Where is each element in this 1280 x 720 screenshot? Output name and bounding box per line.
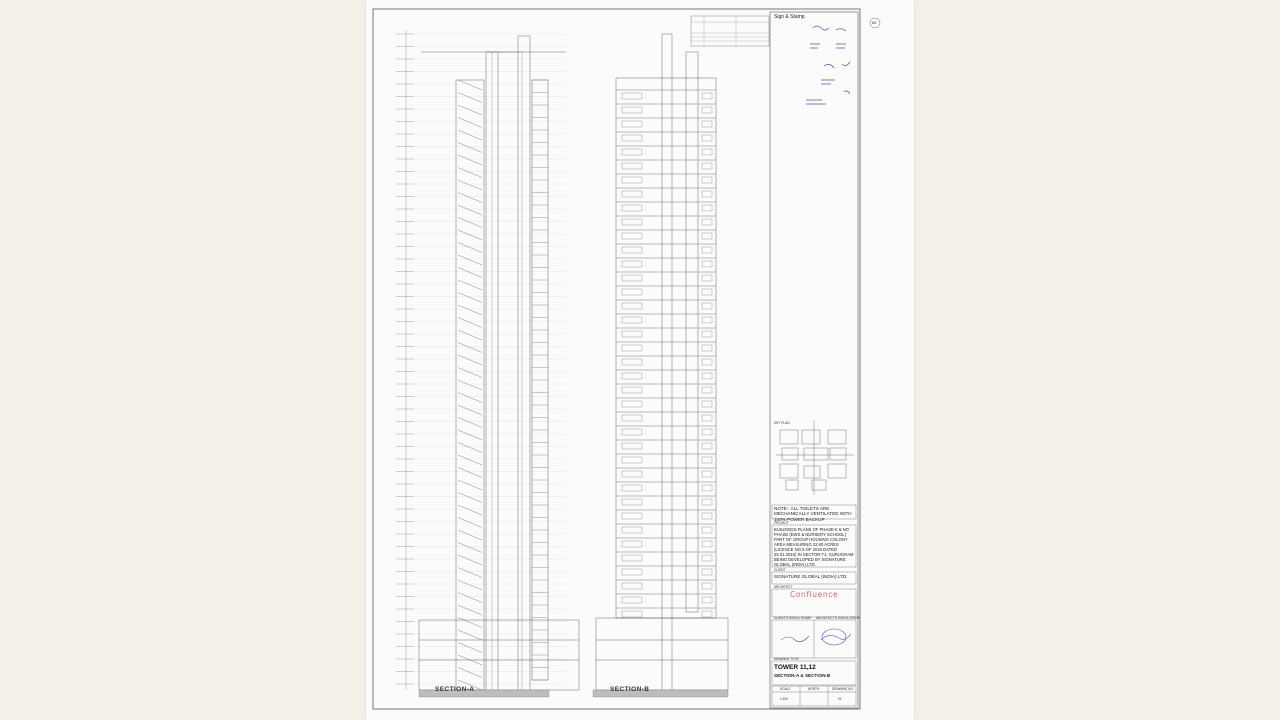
section-b-core xyxy=(662,34,672,694)
drawing-sections: SECTION-A & SECTION-B xyxy=(774,673,831,678)
section-a-podium xyxy=(419,620,579,690)
tower-title: TOWER 11,12 xyxy=(774,664,816,671)
scale-label: SCALE xyxy=(780,687,791,691)
ventilation-note: NOTE:- ALL TOILETS ARE MECHANICALLY VENTILATED WITH 100% POWER BACKUP xyxy=(774,506,852,522)
scale-value: 1:100 xyxy=(780,697,788,701)
drawing-number-label: DRAWING NO. xyxy=(832,687,854,691)
section-b-label: SECTION-B xyxy=(610,686,650,693)
architect-label: ARCHITECT xyxy=(774,585,793,589)
client-label: CLIENT xyxy=(774,568,786,572)
north-label: NORTH xyxy=(808,687,820,691)
page-mark: 65 xyxy=(872,20,877,25)
drawing-title-label: DRAWING TITLE xyxy=(774,657,799,661)
sign-stamp-heading: Sign & Stamp xyxy=(774,14,805,20)
drawing-number: 04 xyxy=(838,697,842,701)
drawing-sheet xyxy=(366,0,914,720)
section-a-core-right xyxy=(518,36,530,692)
section-a-shaft xyxy=(492,52,522,692)
section-b-shaft xyxy=(686,52,698,612)
architectural-section-drawing xyxy=(366,0,914,720)
architect-firm-logo: Confluence xyxy=(790,590,839,599)
client-name: SIGNATURE GLOBAL (INDIA) LTD. xyxy=(774,574,848,579)
key-plan-label: KEY PLAN xyxy=(774,421,790,425)
client-sign-label: CLIENT'S SIGN & STAMP xyxy=(774,616,812,620)
architect-sign-label: ARCHITECT'S SIGN & STAMP xyxy=(816,616,861,620)
project-description: BUILDINGS PLANS OF PHASE-II & NO PHASE (EWS & NURSERY SCHOOL) PART OF GROUP HOUSING COLONY AREA MEASURING 22.60 ACRES (LICENCE NO.9 OF 2016 DATED 25.01.2016) IN SECTOR-71, GURUGRAM BEING DEVELOPED BY SIGNATURE GLOBAL (INDIA) LTD. xyxy=(774,527,854,567)
project-label: PROJECT xyxy=(774,521,789,525)
section-a-label: SECTION-A xyxy=(435,686,475,693)
section-b-tower xyxy=(616,78,716,618)
